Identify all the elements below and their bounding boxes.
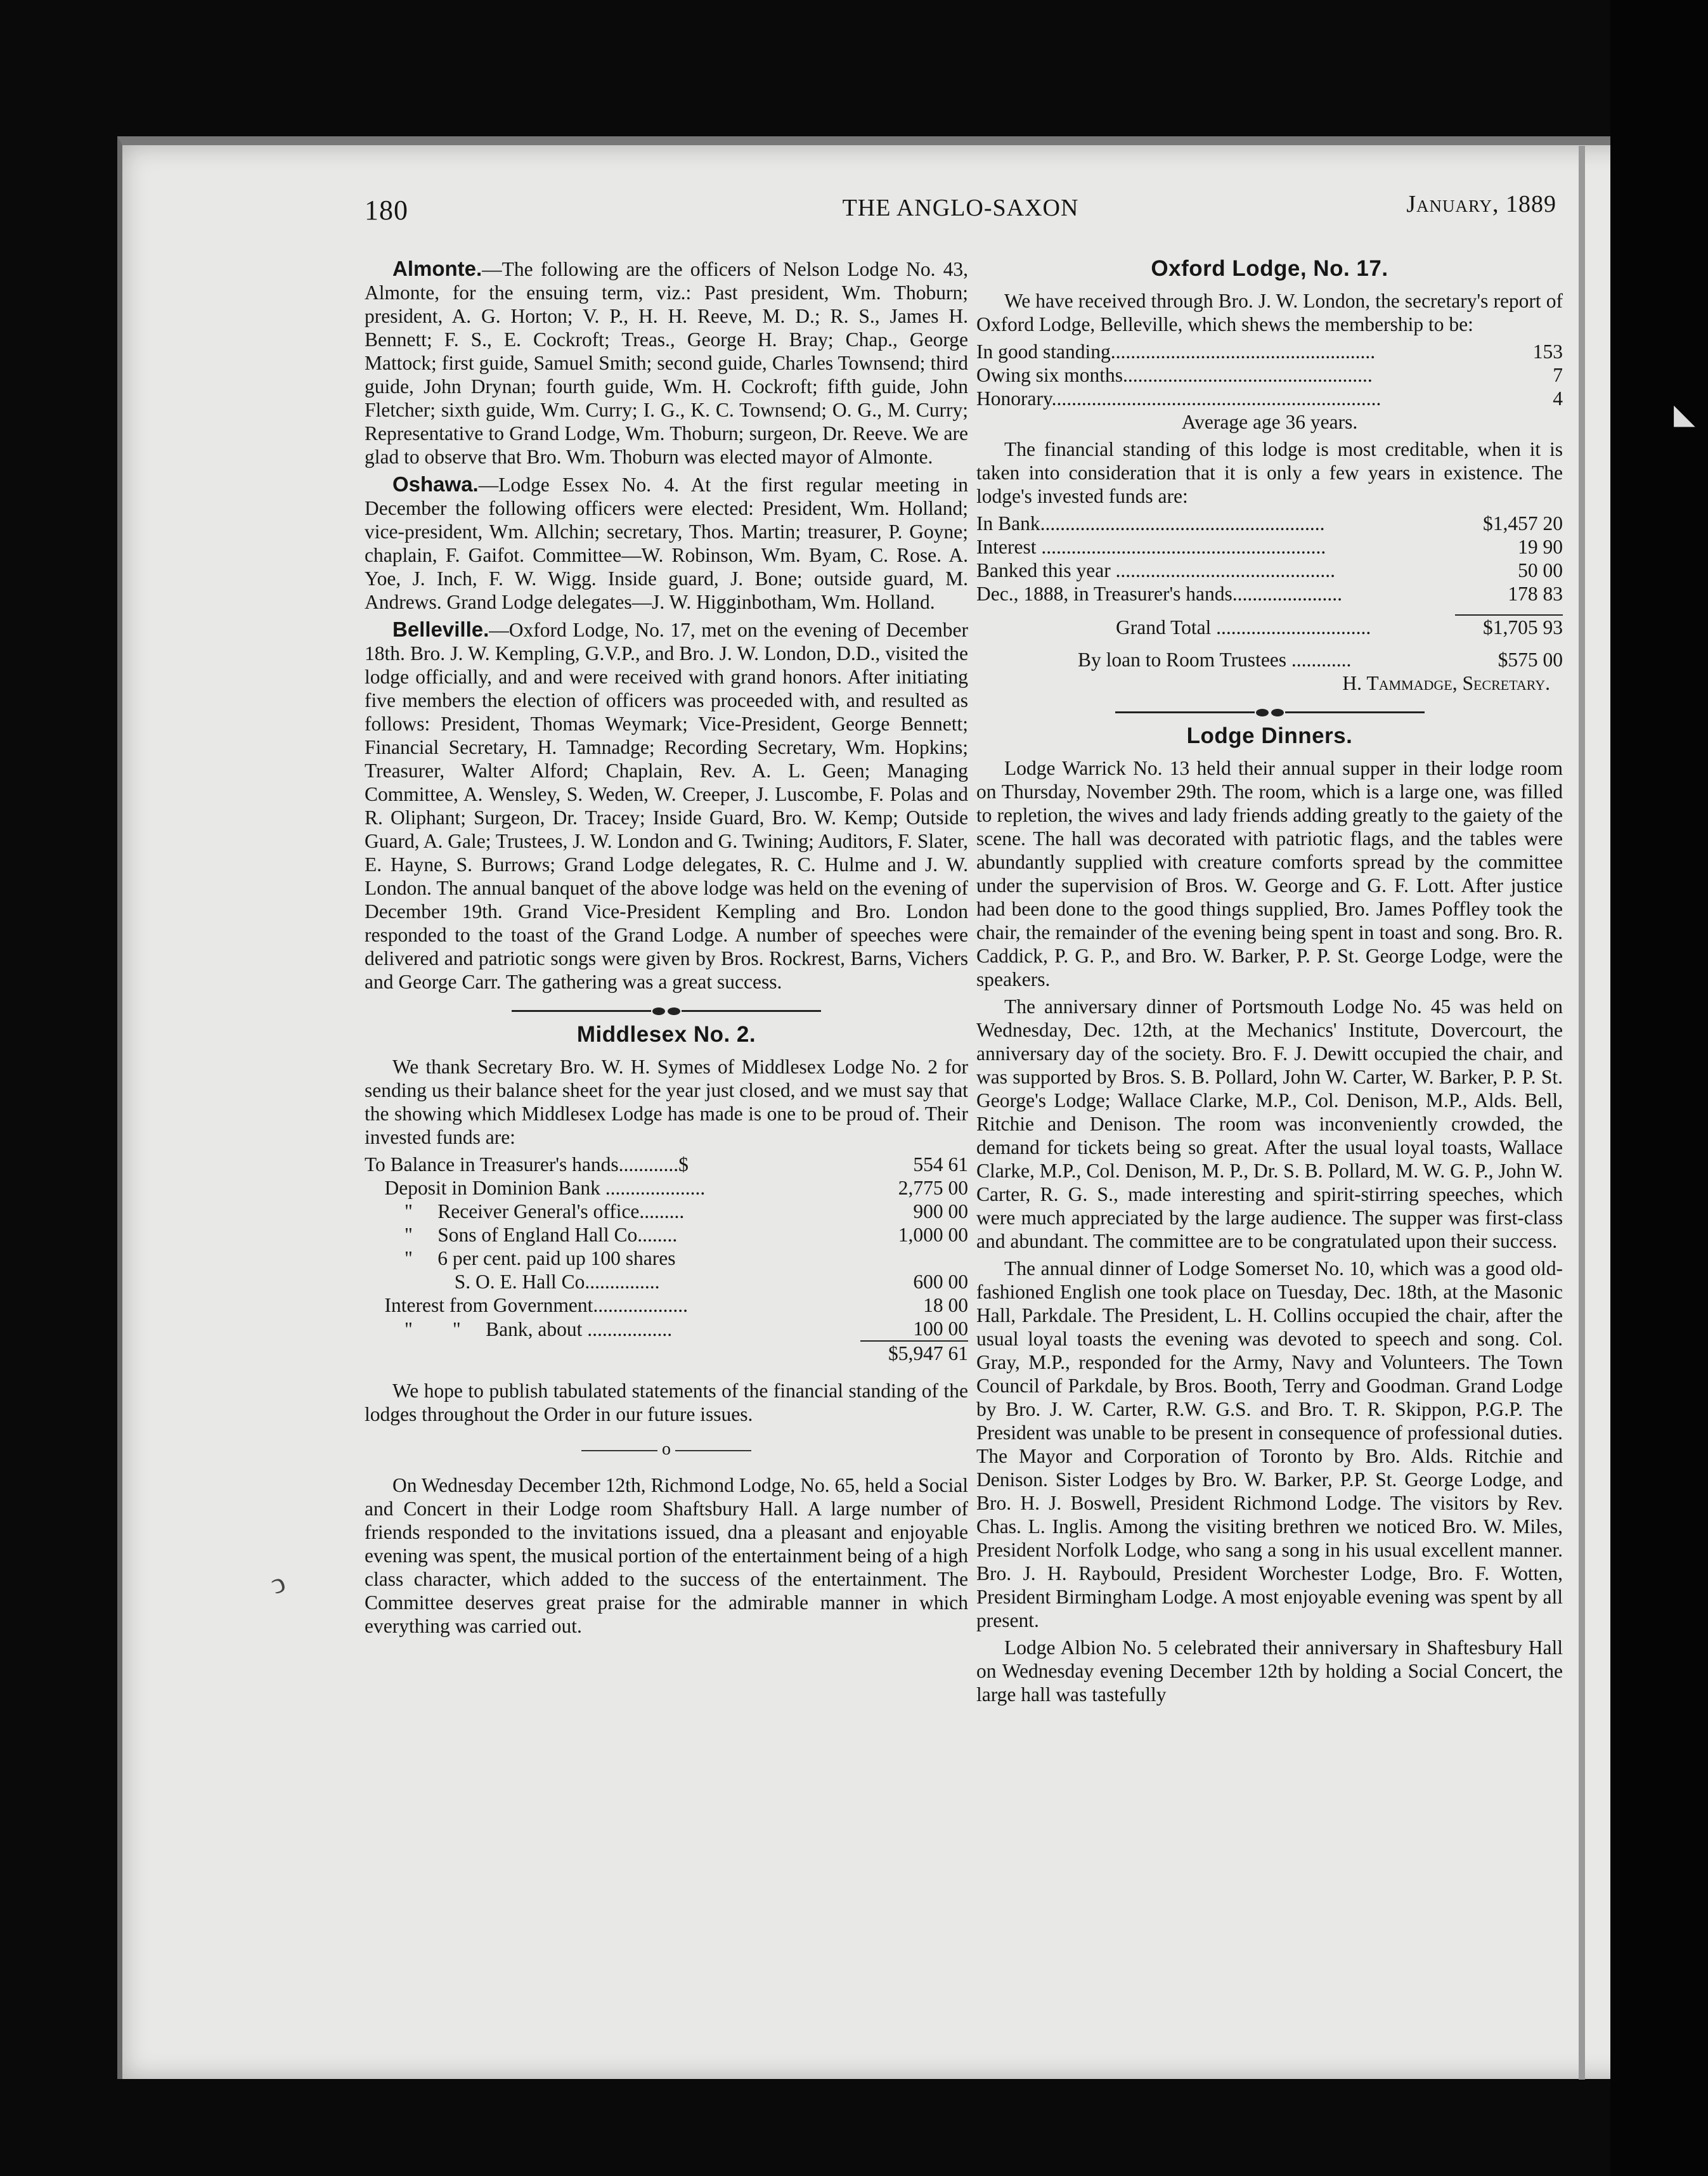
oshawa-lead: Oshawa. <box>392 472 479 496</box>
middlesex-fund-row <box>365 1293 968 1317</box>
middlesex-fund-row <box>365 1223 968 1247</box>
middlesex-fund-row-label: Interest from Government................... <box>365 1294 689 1316</box>
middlesex-fund-row-label: Deposit in Dominion Bank .................... <box>365 1177 706 1199</box>
loan-row <box>976 648 1563 671</box>
middlesex-after: We hope to publish tabulated statements of the financial standing of the lodges throughout the Order in our future issues. <box>365 1380 968 1425</box>
membership-table <box>976 340 1563 410</box>
middlesex-fund-row-label: " Sons of England Hall Co........ <box>365 1224 678 1246</box>
membership-row-amount: 4 <box>1553 387 1563 410</box>
middlesex-fund-row-amount: 554 61 <box>913 1153 968 1175</box>
middlesex-fund-row <box>365 1247 968 1270</box>
portsmouth-paragraph: The anniversary dinner of Portsmouth Lodge No. 45 was held on Wednesday, Dec. 12th, at the Mechanics' Institute, Dovercourt, the anniversary day of the society. Bro. F. J. Dewitt occupied the chair, and was supported by Bros. S. B. Pollard, John W. Carter, W. Barker, P. P. St. George's Lodge; Wallace Clarke, M.P., Col. Denison, M.P., Alds. Bell, Ritchie and Denison. The room was inconveniently crowded, the demand for tickets being so great. After the usual loyal toasts, Wallace Clarke, M.P., Col. Denison, M. P., Dr. S. B. Pollard, M. W. G. P., John W. Carter, R. G. S., made interesting and spirit-stirring speeches, which were much appreciated by the large audience. The supper was first-class and abundant. The committee are to be congratulated upon their success. <box>976 995 1563 1252</box>
oxford-fund-row-label: Dec., 1888, in Treasurer's hands...................... <box>976 583 1342 605</box>
warrick-paragraph: Lodge Warrick No. 13 held their annual supper in their lodge room on Thursday, November 29th. The room, which is a large one, was filled to repletion, the wives and lady friends adding greatly to the gaiety of the scene. The hall was decorated with patriotic flags, and the tables were abundantly supplied with creature comforts spread by the committee under the supervision of Bros. W. George and G. F. Lott. After justice had been done to the good things supplied, Bro. James Poffley took the chair, the remainder of the evening being spent in toast and song. Bro. R. Caddick, P. G. P., and Bro. W. Barker, P. P. St. George Lodge, were the speakers. <box>976 757 1563 990</box>
middlesex-heading: Middlesex No. 2. <box>576 1022 756 1047</box>
membership-row <box>976 363 1563 387</box>
middlesex-fund-row-amount: 18 00 <box>923 1294 968 1316</box>
belleville-lead: Belleville. <box>392 618 489 641</box>
almonte-paragraph <box>365 257 968 469</box>
almonte-lead: Almonte. <box>392 257 482 280</box>
small-separator: o <box>365 1437 968 1461</box>
membership-row-amount: 7 <box>1553 364 1563 386</box>
left-column <box>365 257 968 1642</box>
financial-paragraph: The financial standing of this lodge is most creditable, when it is taken into consideration that it is only a few years in existence. The lodge's invested funds are: <box>976 438 1563 507</box>
grand-total-label: Grand Total ............................... <box>1116 616 1371 638</box>
middlesex-fund-row-amount: 600 00 <box>913 1271 968 1293</box>
membership-row <box>976 340 1563 363</box>
membership-row <box>976 387 1563 410</box>
middlesex-fund-row <box>365 1200 968 1223</box>
albion-paragraph: Lodge Albion No. 5 celebrated their anniversary in Shaftesbury Hall on Wednesday evening December 12th by holding a Social Concert, the large hall was tastefully <box>976 1636 1563 1706</box>
membership-row-label: Honorary.................................................................. <box>976 387 1381 410</box>
middlesex-fund-row <box>365 1176 968 1200</box>
oxford-intro: We have received through Bro. J. W. London, the secretary's report of Oxford Lodge, Belleville, which shews the membership to be: <box>976 290 1563 335</box>
oxford-fund-row-amount: 178 83 <box>1508 583 1563 605</box>
page-edge <box>1579 146 1585 2080</box>
middlesex-fund-row-label: " " Bank, about ................. <box>365 1318 673 1340</box>
membership-row-label: In good standing..................................................... <box>976 340 1376 363</box>
oxford-fund-row-amount: 50 00 <box>1518 559 1563 581</box>
belleville-text: —Oxford Lodge, No. 17, met on the evening of December 18th. Bro. J. W. Kempling, G.V.P., and Bro. J. W. London, D.D., visited the lodge officially, and and were received with grand honors. After initiating five members the election of officers was proceeded with, and resulted as follows: President, Thomas Weymark; Vice-President, George Bennett; Financial Secretary, H. Tamnadge; Recording Secretary, Wm. Hopkins; Treasurer, Walter Alford; Chaplain, Rev. A. L. Geen; Managing Committee, A. Wensley, S. Weden, W. Creeper, J. Luscombe, F. Polas and R. Oliphant; Surgeon, Dr. Tracey; Inside Guard, Bro. W. Kemp; Outside Guard, A. Gale; Trustees, J. W. London and G. Twining; Auditors, F. Slater, E. Hayne, S. Burrows; Grand Lodge delegates, R. C. Hulme and J. W. London. The annual banquet of the above lodge was held on the evening of December 19th. Grand Vice-President Kempling and Bro. London responded to the toast of the Grand Lodge. A number of speeches were delivered and patriotic songs were given by Bros. Rockrest, Barns, Vichers and George Carr. The gathering was a great success. <box>365 619 968 993</box>
oshawa-paragraph <box>365 472 968 614</box>
oxford-fund-row-label: Interest ......................................................... <box>976 536 1326 558</box>
middlesex-fund-row-label: S. O. E. Hall Co............... <box>365 1271 660 1293</box>
middlesex-fund-row <box>365 1317 968 1341</box>
middlesex-total-row <box>365 1341 968 1365</box>
grand-total-amount: $1,705 93 <box>1455 615 1563 639</box>
oxford-fund-row <box>976 512 1563 535</box>
middlesex-fund-row-amount: 2,775 00 <box>898 1177 968 1199</box>
loan-label: By loan to Room Trustees ............ <box>1078 649 1352 671</box>
membership-row-amount: 153 <box>1532 340 1563 363</box>
oxford-fund-row <box>976 582 1563 606</box>
oxford-heading: Oxford Lodge, No. 17. <box>1151 256 1388 281</box>
oxford-fund-row <box>976 559 1563 582</box>
page-number: 180 <box>365 195 408 226</box>
belleville-paragraph <box>365 618 968 994</box>
secretary-signature: H. Tammadge, Secretary. <box>1342 672 1550 694</box>
middlesex-fund-row-amount: 100 00 <box>913 1318 968 1340</box>
middlesex-total: $5,947 61 <box>860 1341 968 1365</box>
oxford-fund-row <box>976 535 1563 559</box>
middlesex-fund-row-amount: 900 00 <box>913 1200 968 1222</box>
book-spine <box>1610 0 1708 2176</box>
almonte-text: —The following are the officers of Nelson Lodge No. 43, Almonte, for the ensuing term, viz.: Past president, Wm. Thoburn; president, A. G. Horton; V. P., H. H. Reeve, M. D.; R. S., James H. Bennett; F. S., E. Cockroft; Treas., George H. Bray; Chap., George Mattock; first guide, Samuel Smith; second guide, Charles Townsend; third guide, John Drynan; fourth guide, Wm. H. Cockroft; fifth guide, John Fletcher; sixth guide, Wm. Curry; I. G., K. C. Townsend; O. G., M. Curry; Representative to Grand Lodge, Wm. Thoburn; surgeon, Dr. Reeve. We are glad to observe that Bro. Wm. Thoburn was elected mayor of Almonte. <box>365 258 968 468</box>
middlesex-fund-row <box>365 1153 968 1176</box>
middlesex-fund-row-label: To Balance in Treasurer's hands............$ <box>365 1153 689 1175</box>
oxford-funds-table <box>976 512 1563 671</box>
somerset-paragraph: The annual dinner of Lodge Somerset No. 10, which was a good old-fashioned English one took place on Tuesday, Dec. 18th, at the Masonic Hall, Parkdale. The President, L. H. Collins occupied the chair, after the usual loyal toasts the evening was devoted to speech and song. Col. Gray, M.P., responded for the Army, Navy and Volunteers. The Town Council of Parkdale, by Bros. Booth, Terry and Goodman. Grand Lodge by Bro. J. W. Carter, R.W. G.S. and Bro. T. R. Skippon, P.G.P. The President was unable to be present in consequence of professional duties. The Mayor and Corporation of Toronto by Bro. Alds. Ritchie and Denison. Sister Lodges by Bro. W. Barker, P.P. St. George Lodge, and Bro. H. J. Boswell, President Richmond Lodge. The visitors by Rev. Chas. L. Inglis. Among the visiting brethren we noticed Bro. W. Miles, President Norfolk Lodge, who sang a song in his usual excellent manner. Bro. J. H. Raybould, President Worchester Lodge, Bro. F. Wotten, President Birmingham Lodge. A most enjoyable evening was spent by all present. <box>976 1257 1563 1631</box>
oxford-fund-row-amount: $1,457 20 <box>1483 512 1563 534</box>
membership-row-label: Owing six months.................................................. <box>976 364 1373 386</box>
pencil-mark: ↄ <box>266 1565 290 1600</box>
issue-date: January, 1889 <box>1406 191 1556 217</box>
middlesex-fund-row-amount: 1,000 00 <box>898 1224 968 1246</box>
section-ornament <box>976 699 1563 718</box>
richmond-paragraph: On Wednesday December 12th, Richmond Lodge, No. 65, held a Social and Concert in their Lodge room Shaftsbury Hall. A large number of friends responded to the invitations issued, dna a pleasant and enjoyable evening was spent, the musical portion of the entertainment being of a high class character, which added to the success of the entertainment. The Committee deserves great praise for the admirable manner in which everything was carried out. <box>365 1474 968 1637</box>
publication-title: THE ANGLO-SAXON <box>842 195 1079 221</box>
loan-amount: $575 00 <box>1498 649 1563 671</box>
average-age: Average age 36 years. <box>1181 411 1358 433</box>
middlesex-fund-row <box>365 1270 968 1293</box>
section-ornament <box>365 997 968 1016</box>
middlesex-fund-row-label: " Receiver General's office......... <box>365 1200 685 1222</box>
right-column <box>976 257 1563 1710</box>
middlesex-intro: We thank Secretary Bro. W. H. Symes of Middlesex Lodge No. 2 for sending us their balance sheet for the year just closed, and we must say that the showing which Middlesex Lodge has made is one to be proud of. Their invested funds are: <box>365 1056 968 1148</box>
oxford-fund-row-amount: 19 90 <box>1518 536 1563 558</box>
grand-total-row <box>976 615 1563 639</box>
oxford-fund-row-label: Banked this year ............................................ <box>976 559 1336 581</box>
middlesex-funds-table <box>365 1153 968 1365</box>
oshawa-text: —Lodge Essex No. 4. At the first regular meeting in December the following officers were elected: President, Wm. Holland; vice-president, Wm. Allchin; secretary, Thos. Martin; treasurer, P. Goyne; chaplain, F. Gaifot. Committee—W. Robinson, Wm. Byam, C. Rose. A. Yoe, J. Inch, F. W. Wigg. Inside guard, J. Bone; outside guard, M. Andrews. Grand Lodge delegates—J. W. Higginbotham, Wm. Holland. <box>365 474 968 613</box>
oxford-fund-row-label: In Bank......................................................... <box>976 512 1325 534</box>
dinners-heading: Lodge Dinners. <box>1186 723 1353 748</box>
margin-mark: ◣ <box>1674 399 1695 430</box>
middlesex-fund-row-amount <box>860 1247 968 1270</box>
running-header <box>365 190 1556 228</box>
middlesex-fund-row-label: " 6 per cent. paid up 100 shares <box>365 1247 676 1269</box>
